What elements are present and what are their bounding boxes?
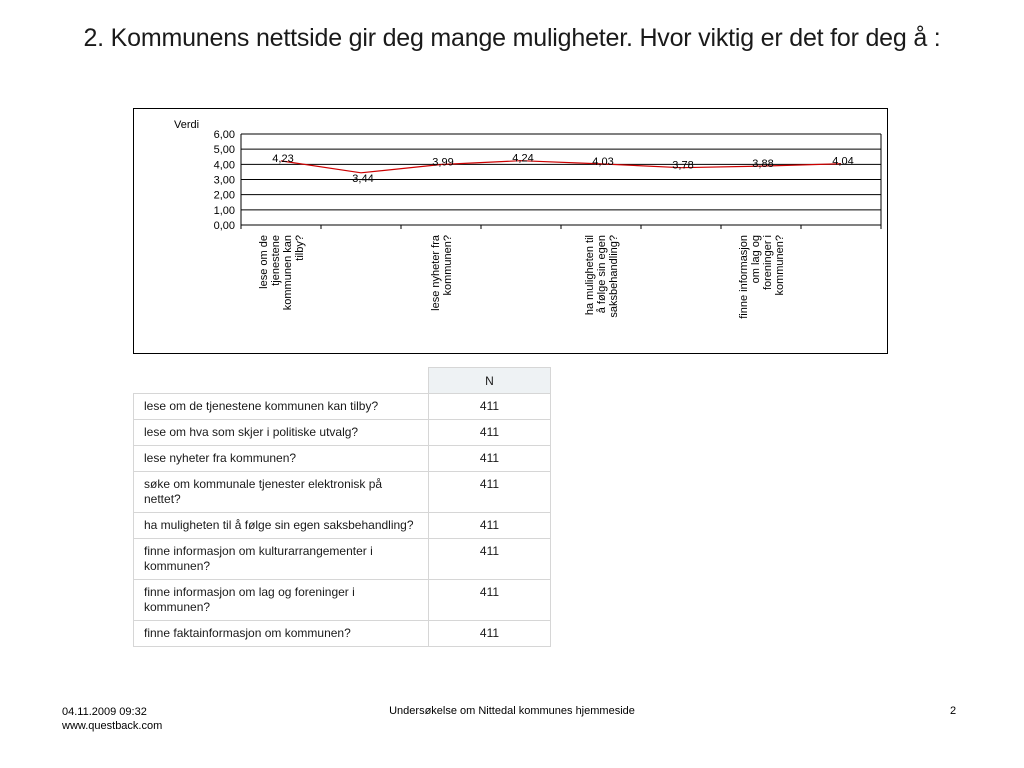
x-tick-label: om lag og — [750, 235, 762, 284]
page-title: 2. Kommunens nettside gir deg mange muligheter. Hvor viktig er det for deg å : — [83, 24, 941, 52]
table-row — [134, 420, 551, 446]
x-tick-label: ha muligheten til — [584, 235, 596, 316]
table-row — [134, 621, 551, 647]
table-row — [134, 513, 551, 539]
table-row-n: 411 — [429, 580, 551, 621]
x-tick-label: å følge sin egen — [596, 235, 608, 314]
table-row-label: finne informasjon om lag og foreninger i kommunen? — [134, 580, 429, 621]
data-label: 4,24 — [512, 152, 534, 165]
data-label: 3,99 — [432, 156, 454, 169]
data-label: 4,04 — [832, 155, 854, 168]
table-row — [134, 446, 551, 472]
x-tick-label: lese om de — [258, 235, 270, 289]
table-row-label: ha muligheten til å følge sin egen saksbehandling? — [134, 513, 429, 539]
table-row-label: søke om kommunale tjenester elektronisk på nettet? — [134, 472, 429, 513]
data-label: 3,78 — [672, 159, 694, 172]
table-header-n: N — [429, 368, 551, 394]
y-tick-label: 4,00 — [213, 159, 235, 172]
y-tick-label: 5,00 — [213, 144, 235, 157]
x-tick-label: saksbehandling? — [608, 235, 620, 318]
y-axis-label: Verdi — [174, 119, 200, 131]
n-table — [133, 367, 551, 647]
table-header-row — [134, 368, 551, 394]
table-row — [134, 580, 551, 621]
line-chart — [134, 109, 889, 355]
table-header-blank — [134, 368, 429, 394]
table-row-n: 411 — [429, 446, 551, 472]
x-tick-label: finne informasjon — [738, 235, 750, 319]
y-tick-label: 2,00 — [213, 189, 235, 202]
x-tick-label: kommunen? — [774, 235, 786, 296]
page-number: 2 — [950, 705, 957, 717]
x-tick-label: tjenestene — [270, 235, 282, 286]
table-row-n: 411 — [429, 621, 551, 647]
table-row-n: 411 — [429, 539, 551, 580]
footer-center: Undersøkelse om Nittedal kommunes hjemmeside — [389, 705, 635, 717]
table-row-n: 411 — [429, 513, 551, 539]
x-tick-label: foreninger i — [762, 235, 774, 291]
table-row-label: finne faktainformasjon om kommunen? — [134, 621, 429, 647]
y-tick-label: 0,00 — [213, 220, 235, 232]
table-row-label: lese om de tjenestene kommunen kan tilby? — [134, 394, 429, 420]
table-row-label: lese nyheter fra kommunen? — [134, 446, 429, 472]
data-label: 4,03 — [592, 155, 614, 168]
table-row — [134, 394, 551, 420]
table-row-n: 411 — [429, 394, 551, 420]
table-row-n: 411 — [429, 472, 551, 513]
x-tick-label: kommunen kan — [282, 235, 294, 311]
table-row — [134, 472, 551, 513]
y-tick-label: 3,00 — [213, 174, 235, 187]
table-row-label: lese om hva som skjer i politiske utvalg? — [134, 420, 429, 446]
x-tick-label: kommunen? — [442, 235, 454, 296]
data-label: 3,44 — [352, 172, 374, 185]
data-label: 3,88 — [752, 158, 774, 171]
table-row-n: 411 — [429, 420, 551, 446]
table-row — [134, 539, 551, 580]
chart-container — [133, 108, 888, 354]
y-tick-label: 6,00 — [213, 129, 235, 141]
footer-date: 04.11.2009 09:32 — [62, 706, 147, 718]
footer-site: www.questback.com — [62, 720, 163, 732]
x-tick-label: lese nyheter fra — [430, 235, 442, 311]
data-label: 4,23 — [272, 152, 294, 165]
table-row-label: finne informasjon om kulturarrangementer i kommunen? — [134, 539, 429, 580]
y-tick-label: 1,00 — [213, 204, 235, 217]
x-tick-label: tilby? — [294, 235, 306, 261]
